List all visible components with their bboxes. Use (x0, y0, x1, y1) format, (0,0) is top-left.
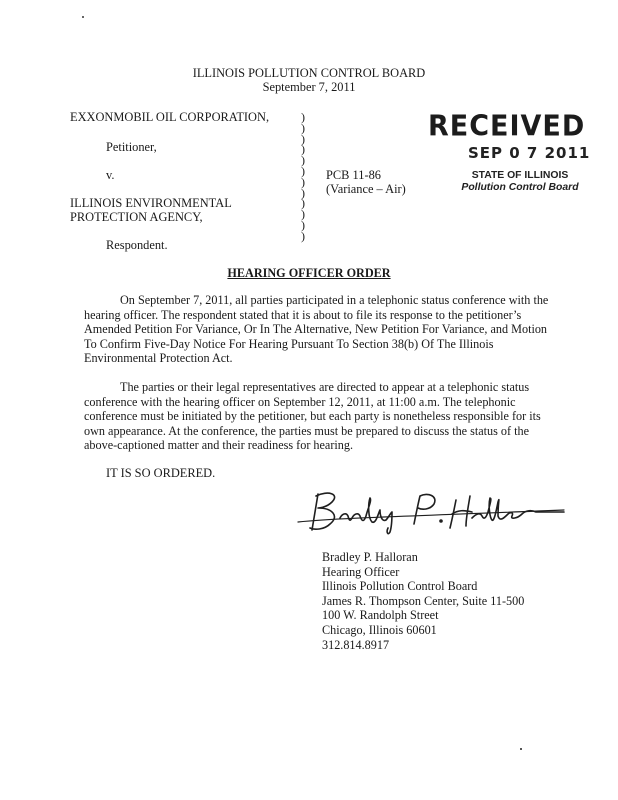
scan-speck (520, 748, 522, 750)
signature-image (296, 488, 566, 536)
address-line-1: James R. Thompson Center, Suite 11-500 (322, 593, 525, 608)
petitioner-name: EXXONMOBIL OIL CORPORATION, (70, 110, 270, 124)
case-type: (Variance – Air) (326, 182, 406, 196)
order-title: HEARING OFFICER ORDER (227, 266, 391, 280)
signer-name: Bradley P. Halloran (322, 550, 418, 564)
paragraph-line: On September 7, 2011, all parties participated in a telephonic status conference with the (120, 293, 549, 307)
paragraph-2 (84, 380, 542, 453)
versus-label: v. (106, 168, 115, 182)
scan-speck (82, 16, 84, 18)
paragraph-line: conference must be initiated by the petitioner, but each party is nonetheless responsible for its (84, 409, 541, 424)
received-stamp: RECEIVED (428, 110, 586, 143)
signature-block (322, 550, 524, 652)
paragraph-line: Amended Petition For Variance, Or In The Alternative, New Petition For Variance, and Motion (84, 322, 548, 337)
case-number: PCB 11-86 (326, 168, 381, 182)
signer-phone: 312.814.8917 (322, 637, 390, 652)
signer-title: Hearing Officer (322, 564, 400, 579)
paragraph-line: To Confirm Five-Day Notice For Hearing Pursuant To Section 38(b) Of The Illinois (84, 336, 494, 351)
received-date-stamp: SEP 0 7 2011 (468, 144, 591, 162)
paragraph-line: The parties or their legal representatives are directed to appear at a telephonic status (120, 380, 530, 394)
paragraph-line: conference with the hearing officer on September 12, 2011, at 11:00 a.m. The telephonic (84, 394, 516, 409)
order-date: September 7, 2011 (262, 80, 356, 94)
paragraph-line: hearing officer. The respondent stated that it is about to file its response to the petitioner’s (84, 307, 522, 322)
paragraph-line: above-captioned matter and their readiness for hearing. (84, 438, 354, 453)
paragraph-line: Environmental Protection Act. (84, 351, 233, 366)
signer-organization: Illinois Pollution Control Board (322, 579, 478, 594)
so-ordered: IT IS SO ORDERED. (106, 466, 216, 480)
address-line-2: 100 W. Randolph Street (322, 608, 439, 623)
respondent-name-line2: PROTECTION AGENCY, (70, 210, 203, 224)
stamp-board: Pollution Control Board (461, 182, 579, 193)
respondent-role: Respondent. (106, 238, 168, 252)
stamp-state: STATE OF ILLINOIS (471, 170, 569, 181)
caption-paren-column: ) ) ) ) ) ) ) ) ) ) ) ) (301, 110, 305, 243)
address-city: Chicago, Illinois 60601 (322, 622, 437, 637)
paragraph-line: own appearance. At the conference, the parties must be prepared to discuss the status of the (84, 423, 530, 438)
board-heading: ILLINOIS POLLUTION CONTROL BOARD (192, 66, 426, 80)
respondent-name-line1: ILLINOIS ENVIRONMENTAL (70, 196, 232, 210)
petitioner-role: Petitioner, (106, 140, 157, 154)
paragraph-1 (84, 293, 549, 366)
